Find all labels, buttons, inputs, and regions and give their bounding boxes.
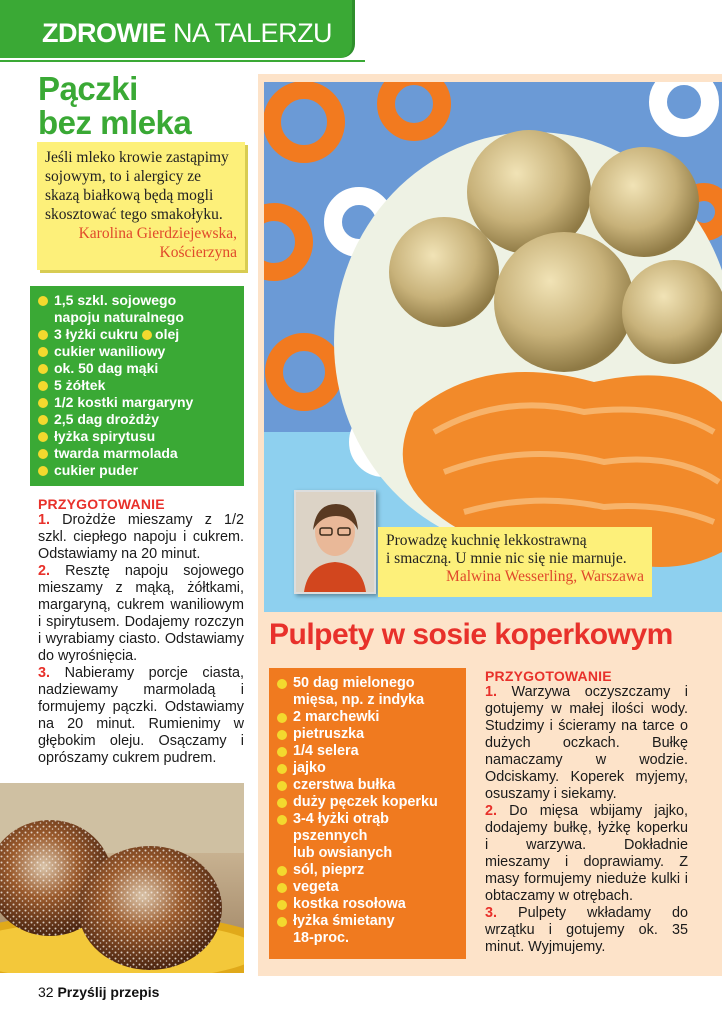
recipe2-step: 2. Do mięsa wbijamy jajko, dodajemy bułkę, łyżkę koperku i warzywa. Dokładnie mieszamy i doprawiamy. Z masy formujemy nieduże kulki i obtaczamy w otrębach. (485, 803, 688, 904)
recipe1-title-line1: Pączki (38, 70, 138, 107)
recipe2-step: 1. Warzywa oczyszczamy i gotujemy w małej ilości wody. Studzimy i ścieramy na tarce o dużych oczkach. Bułkę namaczamy w wodzie. Odciskamy. Koperek myjemy, osuszamy i siekamy. (485, 684, 688, 802)
recipe1-ingredient-list (38, 292, 236, 479)
ingredient-item: 1,5 szkl. sojowego (38, 292, 236, 309)
recipe2-ingredient-list (277, 675, 458, 947)
recipe2-quote-line2: i smaczną. U mnie nic się nie marnuje. (386, 550, 627, 567)
ingredient-item: lub owsianych (293, 845, 393, 861)
bullet-icon (277, 713, 287, 723)
recipe2-quote-line1: Prowadzę kuchnię lekkostrawną (386, 532, 587, 549)
ingredient-item: sól, pieprz (277, 862, 458, 879)
bullet-icon (38, 364, 48, 374)
bullet-icon (277, 764, 287, 774)
section-title-bold: ZDROWIE (42, 18, 166, 48)
ingredient-item: 50 dag mielonego (277, 675, 458, 692)
bullet-icon (277, 917, 287, 927)
ingredient-item: duży pęczek koperku (277, 794, 458, 811)
recipe1-title (38, 72, 191, 140)
ingredient-item: kostka rosołowa (277, 896, 458, 913)
ingredient-item: cukier waniliowy (38, 343, 236, 360)
bullet-icon (277, 730, 287, 740)
donuts-illustration (0, 783, 244, 973)
bullet-icon (277, 900, 287, 910)
bullet-icon (38, 398, 48, 408)
bullet-icon (142, 330, 152, 340)
recipe1-preparation (38, 496, 244, 767)
ingredient-item: ok. 50 dag mąki (38, 360, 236, 377)
section-header-tab (0, 0, 355, 58)
bullet-icon (38, 415, 48, 425)
ingredient-item: jajko (277, 760, 458, 777)
recipe1-ingredients-box (30, 286, 244, 486)
ingredient-item: cukier puder (38, 462, 236, 479)
magazine-section-name: Przyślij przepis (57, 984, 160, 1000)
bullet-icon (38, 347, 48, 357)
bullet-icon (277, 866, 287, 876)
bullet-icon (277, 747, 287, 757)
bullet-icon (38, 296, 48, 306)
recipe1-author-name: Karolina Gierdziejewska, (78, 225, 237, 242)
recipe2-author: Malwina Wesserling, Warszawa (446, 568, 644, 585)
donuts-photo (0, 783, 244, 973)
recipe2-title: Pulpety w sosie koperkowym (269, 618, 673, 651)
ingredient-item: pietruszka (277, 726, 458, 743)
recipe1-step: 1. Drożdże mieszamy z 1/2 szkl. ciepłego napoju i cukrem. Odstawiamy na 20 minut. (38, 512, 244, 562)
ingredient-item: vegeta (277, 879, 458, 896)
recipe1-quote-box (37, 142, 245, 270)
page-number: 32 (38, 984, 54, 1000)
recipe1-step: 2. Resztę napoju sojowego mieszamy z mąką, żółtkami, margaryną, cukrem waniliowym i spirytusem. Dodajemy rozczyn i wyrabiamy ciasto. Odstawiamy do wyrośnięcia. (38, 563, 244, 664)
portrait-illustration (296, 492, 374, 592)
ingredient-item: łyżka śmietany (277, 913, 458, 930)
page-footer (38, 984, 159, 1000)
bullet-icon (38, 466, 48, 476)
ingredient-item: 5 żółtek (38, 377, 236, 394)
ingredient-item: 2 marchewki (277, 709, 458, 726)
ingredient-item: pszennych (293, 828, 368, 844)
recipe1-title-line2: bez mleka (38, 104, 192, 141)
ingredient-item: mięsa, np. z indyka (293, 692, 425, 708)
ingredient-item: twarda marmolada (38, 445, 236, 462)
ingredient-item: 3-4 łyżki otrąb (277, 811, 458, 828)
section-title-rest: NA TALERZU (173, 18, 333, 48)
recipe1-prep-heading: PRZYGOTOWANIE (38, 496, 165, 512)
bullet-icon (277, 781, 287, 791)
ingredient-item: łyżka spirytusu (38, 428, 236, 445)
bullet-icon (38, 432, 48, 442)
ingredient-item: 2,5 dag drożdży (38, 411, 236, 428)
ingredient-item: napoju naturalnego (54, 309, 184, 325)
ingredient-item: 1/4 selera (277, 743, 458, 760)
recipe1-step: 3. Nabieramy porcje ciasta, nadziewamy marmoladą i formujemy pączki. Odstawiamy na 20 minut. Rumienimy w głębokim oleju. Osączamy i oprószamy cukrem pudrem. (38, 665, 244, 766)
author-portrait (294, 490, 376, 594)
bullet-icon (277, 883, 287, 893)
recipe1-author-city: Kościerzyna (159, 244, 237, 261)
bullet-icon (277, 798, 287, 808)
ingredient-item: czerstwa bułka (277, 777, 458, 794)
bullet-icon (38, 381, 48, 391)
bullet-icon (38, 330, 48, 340)
bullet-icon (38, 449, 48, 459)
recipe1-quote-text: Jeśli mleko krowie zastąpimy sojowym, to i alergicy ze skazą białkową będą mogli skosztować tego smakołyku. (45, 149, 229, 223)
ingredient-item: 1/2 kostki margaryny (38, 394, 236, 411)
recipe2-preparation (485, 668, 688, 956)
ingredient-item: 3 łyżki cukru olej (38, 326, 236, 343)
section-title (42, 18, 332, 49)
recipe2-ingredients-box (269, 668, 466, 959)
ingredient-item: 18-proc. (293, 930, 349, 946)
bullet-icon (277, 815, 287, 825)
recipe2-prep-heading: PRZYGOTOWANIE (485, 668, 612, 684)
recipe2-quote-box (378, 527, 652, 597)
bullet-icon (277, 679, 287, 689)
header-divider (0, 60, 365, 62)
recipe2-step: 3. Pulpety wkładamy do wrzątku i gotujemy ok. 35 minut. Wyjmujemy. (485, 905, 688, 955)
